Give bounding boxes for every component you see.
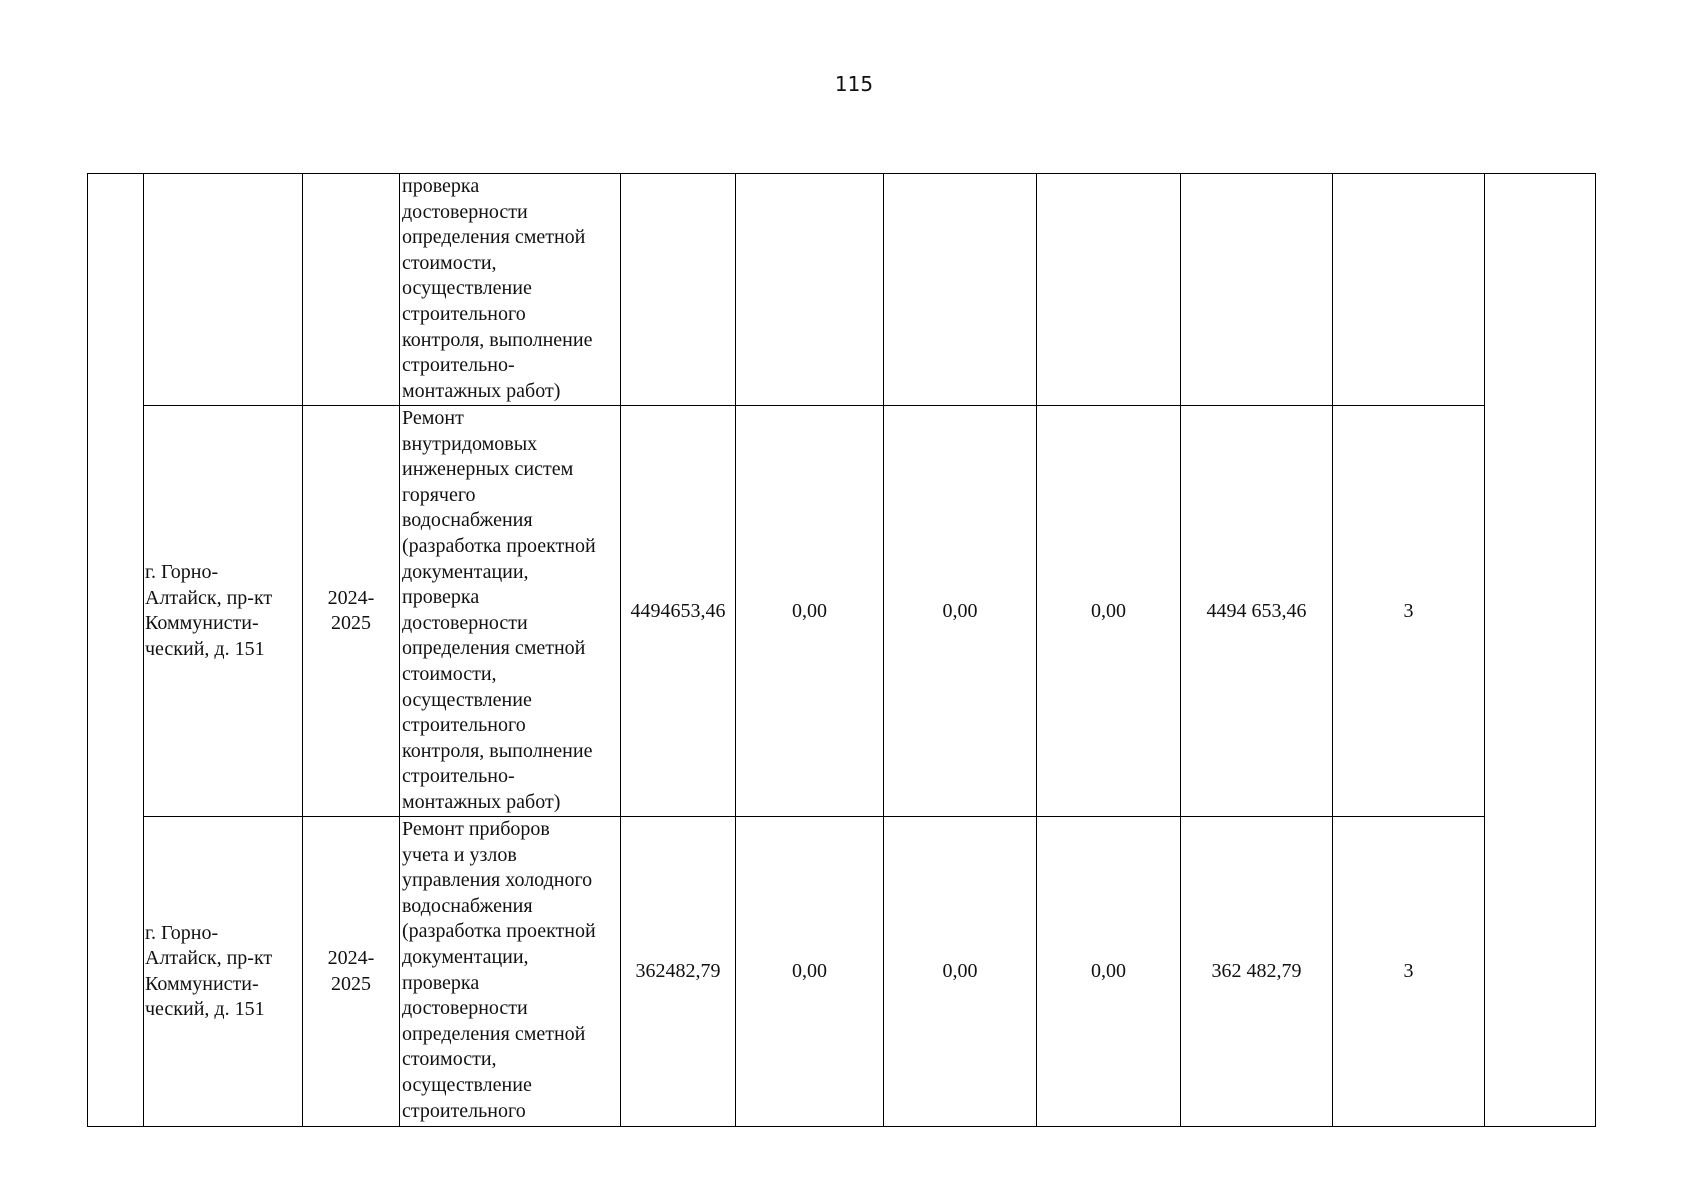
work-line: определения сметной <box>402 1022 586 1045</box>
fund-amount-cell: 4494 653,46 <box>1181 406 1333 817</box>
years-line: 2024- <box>327 586 375 609</box>
total-cost-cell: 362482,79 <box>621 817 736 1127</box>
index-cell <box>88 174 144 1127</box>
work-line: строительно- <box>402 765 515 788</box>
work-line: Ремонт <box>402 407 464 429</box>
work-line: контроля, выполнение <box>402 328 593 351</box>
work-line: определения сметной <box>402 226 586 249</box>
work-line: строительно- <box>402 354 515 377</box>
work-line: осуществление <box>402 1073 532 1096</box>
works-table <box>87 173 1596 1127</box>
table-row <box>88 174 1596 406</box>
work-line: достоверности <box>402 611 528 634</box>
method-cell: 3 <box>1333 817 1485 1127</box>
work-line: водоснабжения <box>402 509 533 532</box>
address-line: ческий, д. 151 <box>145 637 265 660</box>
method-cell <box>1333 174 1485 406</box>
work-line: строительного <box>402 714 526 737</box>
work-line: управления холодного <box>402 869 593 892</box>
work-line: осуществление <box>402 277 532 300</box>
years-cell <box>303 406 400 817</box>
work-line: (разработка проектной <box>402 534 596 557</box>
years-line: 2025 <box>331 972 371 995</box>
work-description-cell <box>400 174 621 406</box>
work-line: водоснабжения <box>402 894 533 917</box>
years-cell <box>303 174 400 406</box>
work-line: внутридомовых <box>402 432 538 455</box>
work-line: инженерных систем <box>402 458 574 481</box>
work-line: контроля, выполнение <box>402 739 593 762</box>
amount-cell-b: 0,00 <box>884 406 1037 817</box>
amount-cell-c: 0,00 <box>1037 406 1181 817</box>
work-line: проверка <box>402 971 480 994</box>
work-description-cell <box>400 406 621 817</box>
work-line: документации, <box>402 945 529 968</box>
address-cell <box>144 817 303 1127</box>
method-cell: 3 <box>1333 406 1485 817</box>
work-line: осуществление <box>402 688 532 711</box>
address-line: г. Горно- <box>145 561 219 583</box>
total-cost-cell: 4494653,46 <box>621 406 736 817</box>
work-line: стоимости, <box>402 1048 497 1071</box>
work-line: проверка <box>402 586 480 609</box>
work-description-cell <box>400 817 621 1127</box>
work-line: документации, <box>402 560 529 583</box>
amount-cell-a: 0,00 <box>736 406 884 817</box>
years-line: 2025 <box>331 612 371 634</box>
work-line: достоверности <box>402 997 528 1020</box>
work-line: стоимости, <box>402 251 497 274</box>
address-cell <box>144 174 303 406</box>
years-line: 2024- <box>327 947 375 969</box>
address-line: Коммунисти- <box>145 612 259 634</box>
table-row <box>88 817 1596 1127</box>
amount-cell-b <box>884 174 1037 406</box>
page-number: 115 <box>834 72 874 96</box>
work-line: проверка <box>402 175 480 197</box>
amount-cell-c <box>1037 174 1181 406</box>
work-line: строительного <box>402 302 526 325</box>
notes-cell <box>1485 174 1596 1127</box>
work-line: стоимости, <box>402 662 497 685</box>
work-line: (разработка проектной <box>402 920 596 943</box>
address-line: г. Горно- <box>145 921 219 944</box>
amount-cell-c: 0,00 <box>1037 817 1181 1127</box>
work-line: Ремонт приборов <box>402 818 550 840</box>
total-cost-cell <box>621 174 736 406</box>
years-cell <box>303 817 400 1127</box>
address-line: Коммунисти- <box>145 972 259 995</box>
table-row <box>88 406 1596 817</box>
work-line: горячего <box>402 483 476 506</box>
amount-cell-b: 0,00 <box>884 817 1037 1127</box>
work-line: монтажных работ) <box>402 790 561 813</box>
fund-amount-cell: 362 482,79 <box>1181 817 1333 1127</box>
address-line: Алтайск, пр-кт <box>145 947 273 969</box>
work-line: строительного <box>402 1099 526 1122</box>
work-line: определения сметной <box>402 637 586 660</box>
address-line: Алтайск, пр-кт <box>145 586 273 609</box>
work-line: монтажных работ) <box>402 379 561 402</box>
work-line: учета и узлов <box>402 843 517 866</box>
address-cell <box>144 406 303 817</box>
amount-cell-a <box>736 174 884 406</box>
address-line: ческий, д. 151 <box>145 998 265 1020</box>
amount-cell-a: 0,00 <box>736 817 884 1127</box>
fund-amount-cell <box>1181 174 1333 406</box>
work-line: достоверности <box>402 200 528 223</box>
